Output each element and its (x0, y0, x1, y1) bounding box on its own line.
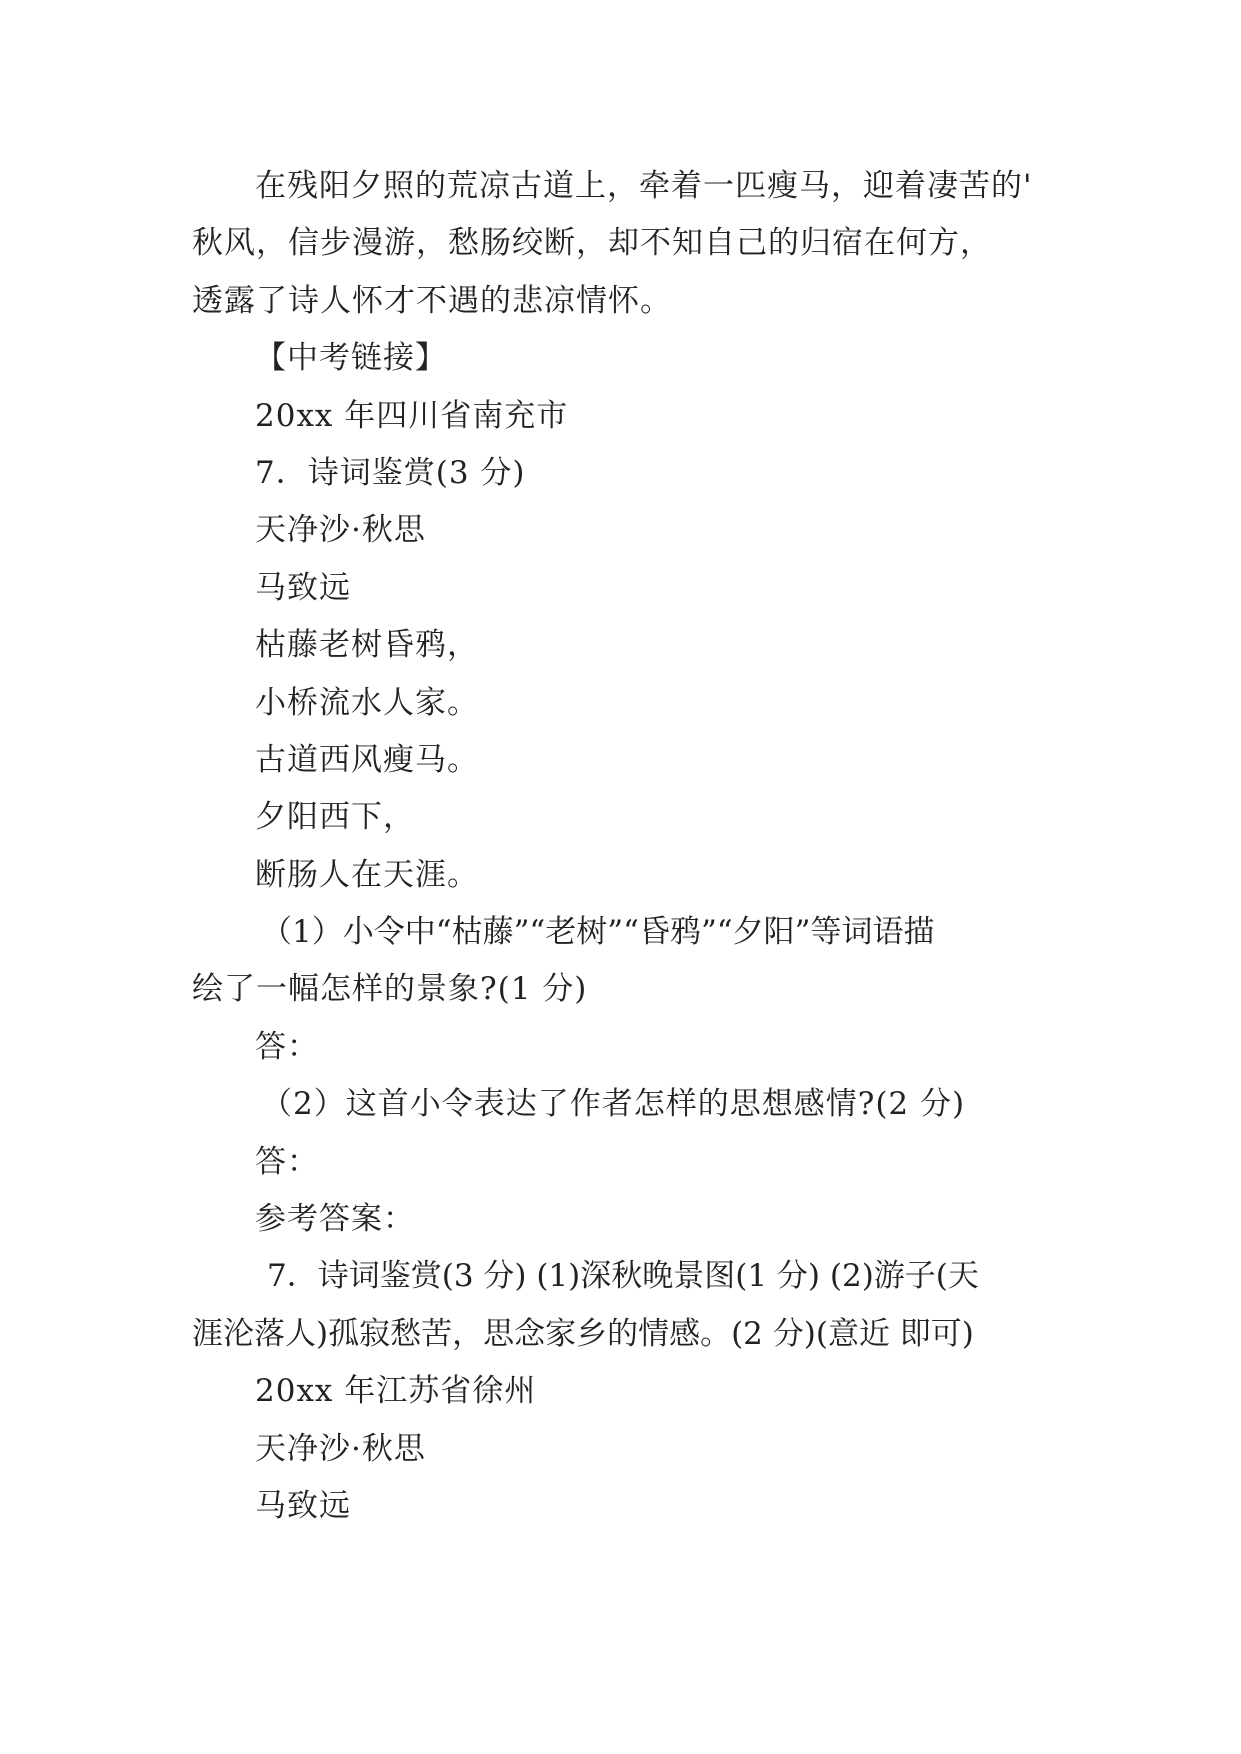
paragraph-line: 透露了诗人怀才不遇的悲凉情怀。 (192, 282, 672, 319)
poem-line: 断肠人在天涯。 (255, 856, 479, 893)
question-text: 绘了一幅怎样的景象?(1 分) (192, 971, 588, 1008)
question-title: 7．诗词鉴赏(3 分) (255, 454, 526, 491)
reference-answer-text: 涯沦落人)孤寂愁苦，思念家乡的情感。(2 分)(意近 即可) (192, 1315, 974, 1352)
poem-title: 天净沙·秋思 (255, 1430, 426, 1467)
answer-label: 答： (255, 1143, 319, 1180)
poem-line: 小桥流水人家。 (255, 684, 479, 721)
paragraph-line: 在残阳夕照的荒凉古道上，牵着一匹瘦马，迎着凄苦的' (255, 168, 1033, 204)
paragraph-line: 秋风，信步漫游，愁肠绞断，却不知自己的归宿在何方， (192, 225, 992, 262)
answer-label: 答： (255, 1028, 319, 1065)
reference-answer-heading: 参考答案： (255, 1201, 415, 1238)
section-heading: 【中考链接】 (255, 340, 447, 377)
question-text: （1）小令中“枯藤”“老树”“昏鸦”“夕阳”等词语描 (261, 914, 935, 951)
exam-source: 20xx 年四川省南充市 (255, 397, 569, 434)
poem-author: 马致远 (255, 1487, 351, 1524)
poem-line: 夕阳西下， (255, 799, 415, 836)
poem-title: 天净沙·秋思 (255, 512, 426, 549)
question-text: （2）这首小令表达了作者怎样的思想感情?(2 分) (261, 1086, 966, 1123)
document-body (192, 158, 1052, 1535)
poem-line: 古道西风瘦马。 (255, 741, 479, 778)
poem-line: 枯藤老树昏鸦， (255, 627, 479, 664)
exam-source: 20xx 年江苏省徐州 (255, 1373, 537, 1410)
reference-answer-text: 7．诗词鉴赏(3 分) (1)深秋晚景图(1 分) (2)游子(天 (267, 1258, 979, 1295)
poem-author: 马致远 (255, 569, 351, 606)
